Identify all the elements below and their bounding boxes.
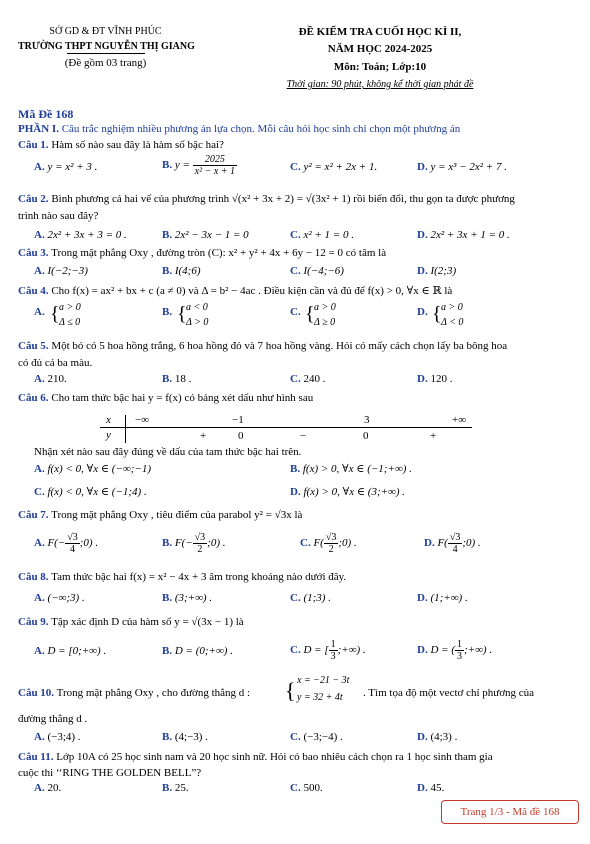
q2-option-a[interactable]: A. 2x² + 3x + 3 = 0 .: [34, 229, 127, 241]
question-2: Câu 2. Bình phương cả hai vế của phương trình √(x² + 3x + 2) = √(3x² + 1) rồi biến đổi, thu gọn ta được phương: [18, 193, 515, 205]
q4-option-b[interactable]: B.: [162, 306, 173, 318]
q2-text-cont: trình nào sau đây?: [18, 210, 99, 222]
q10-option-c[interactable]: C. (−3;−4) .: [290, 731, 343, 743]
q1-label: Câu 1.: [18, 139, 49, 151]
q5-option-c[interactable]: C. 240 .: [290, 373, 326, 385]
sign-minus: −: [300, 430, 307, 442]
subject: Môn: Toán; Lớp:10: [333, 61, 427, 73]
sign-zero-1: 0: [238, 430, 244, 442]
q11-option-b[interactable]: B. 25.: [162, 782, 189, 794]
q4-option-c[interactable]: C.: [290, 306, 301, 318]
q4-c-brace: {: [305, 303, 315, 325]
question-9: Câu 9. Tập xác định D của hàm số y = √(3x − 1) là: [18, 616, 244, 628]
q11-text-cont: cuộc thi ‘‘RING THE GOLDEN BELL”?: [18, 767, 202, 779]
sign-x-minus1: −1: [232, 414, 244, 426]
q7-option-b[interactable]: B. F(− $\frac{√3}{2}$ ;0) .: [162, 532, 226, 555]
q1-option-a[interactable]: A. y = x² + 3 .: [34, 161, 98, 173]
q8-option-b[interactable]: B. (3;+∞) .: [162, 592, 213, 604]
q6-option-c[interactable]: C. f(x) < 0, ∀x ∈ (−1;4) .: [34, 486, 147, 498]
sign-x-pos-inf: +∞: [452, 414, 467, 426]
question-7: Câu 7. Trong mặt phẳng Oxy , tiêu điểm của parabol y² = √3x là: [18, 509, 303, 521]
q10-option-d[interactable]: D. (4;3) .: [417, 731, 458, 743]
q4-option-d[interactable]: D.: [417, 306, 428, 318]
department-name: SỞ GD & ĐT VĨNH PHÚC: [49, 26, 162, 37]
exam-time: Thời gian: 90 phút, không kể thời gian phát đề: [286, 79, 474, 90]
question-8: Câu 8. Tam thức bậc hai f(x) = x² − 4x + 3 âm trong khoảng nào dưới đây.: [18, 571, 347, 583]
sign-table-y-label: y: [106, 429, 111, 441]
sign-table-vline: [125, 415, 126, 443]
q1-option-d[interactable]: D. y = x³ − 2x² + 7 .: [417, 161, 507, 173]
q3-option-d[interactable]: D. I(2;3): [417, 265, 457, 277]
q5-text-cont: có đủ cả ba màu.: [18, 357, 93, 369]
q5-option-d[interactable]: D. 120 .: [417, 373, 453, 385]
q10-option-b[interactable]: B. (4;−3) .: [162, 731, 208, 743]
q10-brace: {: [285, 678, 296, 703]
q3-option-b[interactable]: B. I(4;6): [162, 265, 201, 277]
q4-option-a[interactable]: A.: [34, 306, 45, 318]
question-11: Câu 11. Lớp 10A có 25 học sinh nam và 20 học sinh nữ. Hỏi có bao nhiêu cách chọn ra 1 học sinh tham gia: [18, 751, 493, 763]
q6-option-a[interactable]: A. f(x) < 0, ∀x ∈ (−∞;−1): [34, 463, 151, 475]
q9-option-d[interactable]: D. D = ( $\frac{1}{3}$ ;+∞) .: [417, 639, 493, 662]
school-name: TRƯỜNG THPT NGUYỄN THỊ GIANG: [18, 41, 195, 52]
q11-option-d[interactable]: D. 45.: [417, 782, 445, 794]
q7-option-d[interactable]: D. F( $\frac{√3}{4}$ ;0) .: [424, 532, 481, 555]
school-year: NĂM HỌC 2024-2025: [327, 43, 433, 55]
q10-text-cont: . Tìm tọa độ một vectơ chỉ phương của: [363, 687, 535, 699]
q2-option-c[interactable]: C. x² + 1 = 0 .: [290, 229, 354, 241]
question-4: Câu 4. Cho f(x) = ax² + bx + c (a ≠ 0) và Δ = b² − 4ac . Điều kiện cần và đủ để f(x) > 0, ∀x ∈ ℝ là: [18, 285, 453, 297]
q11-option-c[interactable]: C. 500.: [290, 782, 323, 794]
q2-option-b[interactable]: B. 2x² − 3x − 1 = 0: [162, 229, 249, 241]
question-1: [18, 139, 224, 151]
part1-desc: Câu trắc nghiệm nhiều phương án lựa chọn. Mỗi câu hỏi học sinh chỉ chọn một phương án: [58, 123, 461, 135]
q9-option-b[interactable]: B. D = (0;+∞) .: [162, 645, 233, 657]
q8-option-a[interactable]: A. (−∞;3) .: [34, 592, 85, 604]
q6-option-b[interactable]: B. f(x) > 0, ∀x ∈ (−1;+∞) .: [290, 463, 412, 475]
q7-option-c[interactable]: C. F( $\frac{√3}{2}$ ;0) .: [300, 532, 357, 555]
sign-x-neg-inf: −∞: [135, 414, 150, 426]
pages-note: (Đề gồm 03 trang): [64, 57, 147, 69]
q7-option-a[interactable]: A. F(− $\frac{√3}{4}$ ;0) .: [34, 532, 99, 555]
q8-option-c[interactable]: C. (1;3) .: [290, 592, 331, 604]
q10-eq-y: y = 32 + 4t: [297, 692, 343, 703]
q9-option-a[interactable]: A. D = [0;+∞) .: [34, 645, 107, 657]
q10-eq-x: x = −21 − 3t: [297, 675, 350, 686]
q5-option-a[interactable]: A. 210.: [34, 373, 67, 385]
page-footer: Trang 1/3 - Mã đề 168: [441, 800, 579, 824]
q5-option-b[interactable]: B. 18 .: [162, 373, 192, 385]
q11-option-a[interactable]: A. 20.: [34, 782, 62, 794]
exam-title: ĐỀ KIỂM TRA CUỐI HỌC KÌ II,: [298, 26, 462, 38]
question-5: Câu 5. Một bó có 5 hoa hồng trắng, 6 hoa hồng đỏ và 7 hoa hồng vàng. Hỏi có mấy cách chọn lấy ba bông hoa: [18, 340, 508, 352]
sign-table-hline: [100, 427, 472, 428]
exam-code: Mã Đề 168: [18, 107, 74, 121]
q3-option-c[interactable]: C. I(−4;−6): [290, 265, 344, 277]
q10-option-a[interactable]: A. (−3;4) .: [34, 731, 81, 743]
q6-note: Nhận xét nào sau đây đúng về dấu của tam thức bậc hai trên.: [34, 446, 302, 458]
q8-option-d[interactable]: D. (1;+∞) .: [417, 592, 468, 604]
question-10: Câu 10. Trong mặt phẳng Oxy , cho đường thẳng d :: [18, 687, 251, 699]
sign-zero-2: 0: [363, 430, 369, 442]
q1-text: Hàm số nào sau đây là hàm số bậc hai?: [48, 139, 224, 151]
q2-option-d[interactable]: D. 2x² + 3x + 1 = 0 .: [417, 229, 510, 241]
question-6: Câu 6. Cho tam thức bậc hai y = f(x) có bảng xét dấu như hình sau: [18, 392, 314, 404]
sign-table-x-label: x: [106, 414, 111, 426]
question-3: Câu 3. Trong mặt phẳng Oxy , đường tròn (C): x² + y² + 4x + 6y − 12 = 0 có tâm là: [18, 247, 387, 259]
q1-option-c[interactable]: C. y² = x² + 2x + 1.: [290, 161, 378, 173]
part1-heading: [18, 123, 460, 135]
sign-x-3: 3: [364, 414, 370, 426]
q6-option-d[interactable]: D. f(x) > 0, ∀x ∈ (3;+∞) .: [290, 486, 406, 498]
q4-a-brace: {: [50, 303, 60, 325]
sign-plus-2: +: [430, 430, 437, 442]
q4-b-brace: {: [177, 303, 187, 325]
sign-plus-1: +: [200, 430, 207, 442]
q4-d-brace: {: [432, 303, 442, 325]
q3-option-a[interactable]: A. I(−2;−3): [34, 265, 88, 277]
school-underline: [67, 53, 145, 54]
part1-title: PHẦN I.: [18, 123, 59, 135]
q10-text-line2: đường thẳng d .: [18, 713, 88, 725]
q9-option-c[interactable]: C. D = [ $\frac{1}{3}$ ;+∞) .: [290, 639, 366, 662]
q1-option-b[interactable]: B. y = $\frac{2025}{\text{x² − x + 1}}$: [162, 154, 236, 177]
